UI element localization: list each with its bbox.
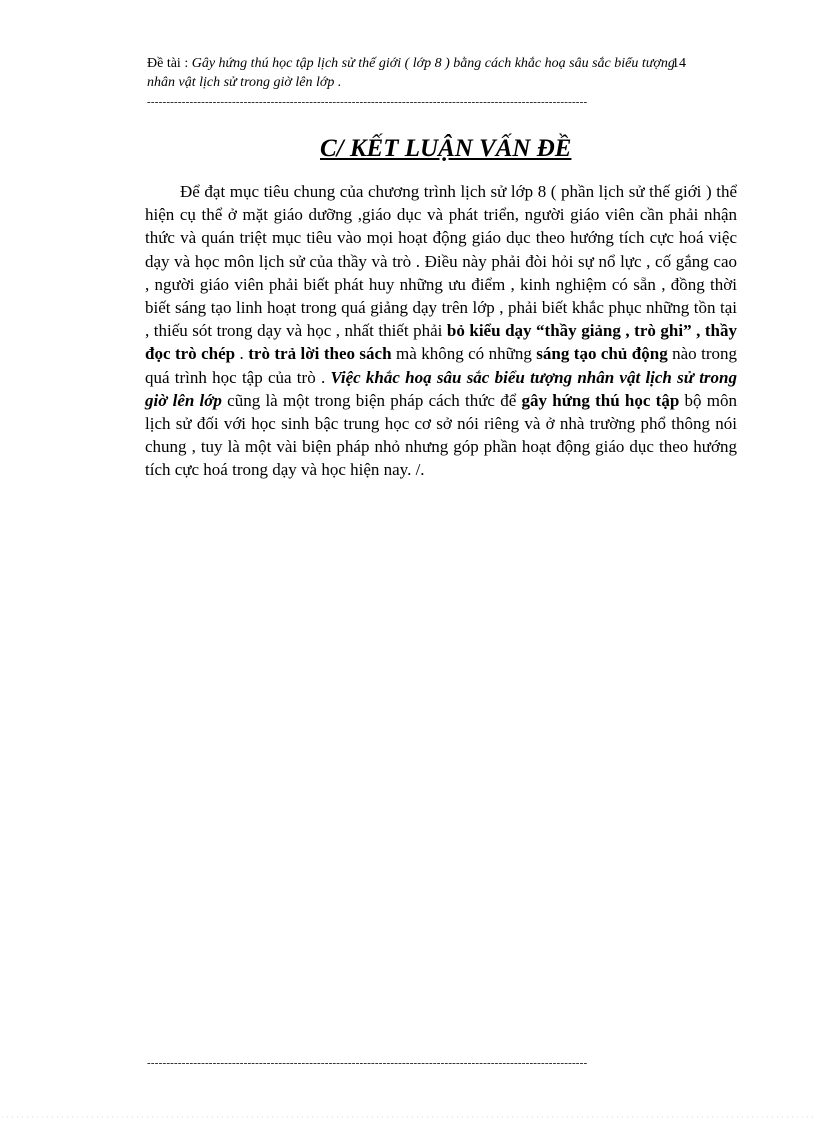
section-heading: C/ KẾT LUẬN VẤN ĐỀ (320, 135, 572, 162)
page-bottom-border (0, 1114, 816, 1120)
header-title: Gây hứng thú học tập lịch sử thế giới ( lớp 8 ) bằng cách khắc hoạ sâu sắc biểu tượng nhân vật lịch sử trong giờ lên lớp . (147, 56, 675, 90)
body-bold-italic-1: Việc khắc hoạ sâu sắc biểu tượng nhân vật lịch sử trong giờ lên lớp (145, 367, 737, 410)
body-text-3: mà không có những (391, 344, 537, 364)
body-bold-1: bỏ kiểu dạy “thầy giảng , trò ghi” , thầy đọc trò chép (145, 321, 737, 364)
footer-divider: ------------------------------------------------------------------------------------------------------------------ (147, 1057, 588, 1069)
body-bold-3: sáng tạo chủ động (536, 344, 668, 364)
body-text-5: cũng là một trong biện pháp cách thức để (221, 390, 522, 410)
header-label: Đề tài : (147, 56, 192, 71)
page-header (147, 54, 687, 92)
body-bold-2: trò trả lời theo sách (248, 344, 392, 364)
body-text-2: . (235, 344, 249, 364)
body-text-1: Để đạt mục tiêu chung của chương trình lịch sử lớp 8 ( phần lịch sử thế giới ) thể hiện cụ thể ở mặt giáo dưỡng ,giáo dục và phát triển, người giáo viên cần phải nhận thức và quán triệt mục tiêu vào mọi hoạt động giáo dục theo hướng tích cực hoá việc dạy và học môn lịch sử của thầy và trò . Điều này phải đòi hỏi sự nổ lực , cố gắng cao , người giáo viên phải biết phát huy những ưu điểm , kinh nghiệm có sẵn , đồng thời biết sáng tạo linh hoạt trong quá giảng dạy trên lớp , phải biết khắc phục những tồn tại , thiếu sót trong dạy và học , nhất thiết phải (145, 182, 737, 341)
body-bold-4: gây hứng thú học tập (521, 390, 680, 410)
body-text-4: nào trong quá trình học tập của trò . (145, 344, 738, 387)
page-number: 14 (672, 56, 686, 71)
body-text-6: bộ môn lịch sử đối với học sinh bậc trung học cơ sở nói riêng và ở nhà trường phổ thông nói chung , tuy là một vài biện pháp nhỏ nhưng góp phần hoạt động giáo dục theo hướng tích cực hoá trong dạy và học hiện nay. /. (145, 390, 737, 480)
header-divider: ------------------------------------------------------------------------------------------------------------------ (147, 96, 588, 108)
conclusion-paragraph (145, 180, 737, 482)
